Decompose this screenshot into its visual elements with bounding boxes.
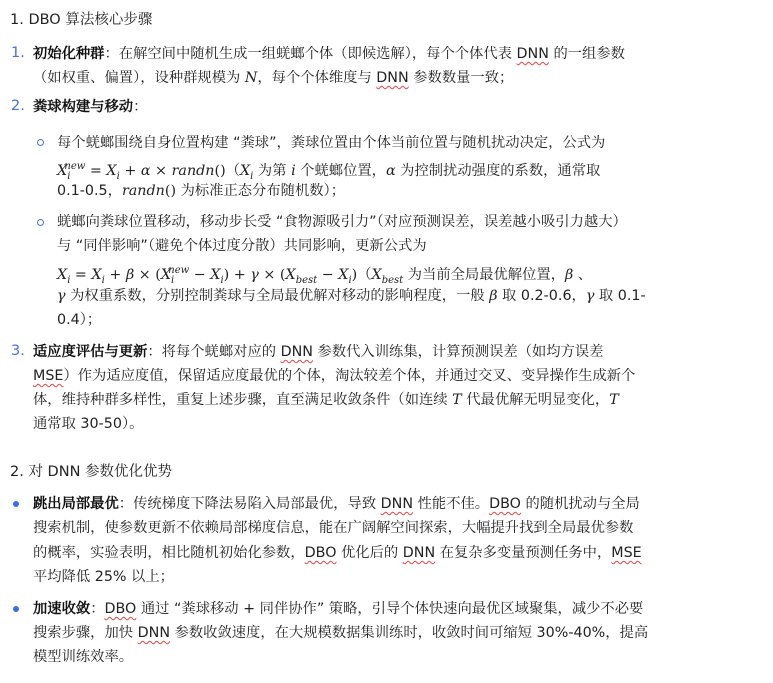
advantage-1-line-4: 平均降低 25% 以上； — [33, 569, 174, 585]
step-3-line-2: MSE）作为适应度值，保留适应度最优的个体，淘汰较差个体，并通过交叉、变异操作生成新个 — [33, 368, 636, 384]
step-3-line-3: 体，维持种群多样性，重复上述步骤，直至满足收敛条件（如连续 T 代最优解无明显变化，T — [33, 392, 619, 408]
step-3-line-4: 通常取 30-50）。 — [33, 416, 144, 432]
step-2-sub-1-line-2: $X_i^{new} = X_i + \alpha$ × $randn()(X_i$ 为第 i 个蜣螂位置，α 为控制扰动强度的系数，通常取 — [57, 161, 601, 182]
step-1-line-2: （如权重、偏置），设种群规模为 N，每个个体维度与 DNN 参数数量一致； — [33, 70, 514, 86]
step-2-sub-2-line-3: $X_i = X_i + \beta \times (X_i^{new} - X_i) + \gamma \times (X_{best} - X_i)(X_{best}$ 为当前全局最优解位置，β 、 — [57, 265, 593, 286]
advantage-1-line-3: 的概率，实验表明，相比随机初始化参数，DBO 优化后的 DNN 在复杂多变量预测任务中，MSE — [33, 545, 642, 561]
step-title: 粪球构建与移动 — [33, 99, 134, 115]
step-2-sub-1-line-1: 每个蜣螂围绕自身位置构建 “粪球”，粪球位置由个体当前位置与随机扰动决定，公式为 — [57, 135, 606, 151]
step-text: ：在解空间中随机生成一组蜣螂个体（即候选解），每个个体代表 DNN 的一组参数 — [104, 46, 625, 62]
step-2-sub-2-line-2: 与 “同伴影响”（避免个体过度分散）共同影响，更新公式为 — [57, 238, 427, 254]
step-title: 适应度评估与更新 — [33, 344, 148, 360]
step-2-sub-2-line-5: 0.4）； — [57, 312, 102, 328]
step-text: ：将每个蜣螂对应的 DNN 参数代入训练集，计算预测误差（如均方误差 — [147, 344, 604, 360]
step-number: 3. — [11, 343, 25, 359]
step-3-line-1 — [33, 340, 603, 364]
advantage-text: ：DBO 通过 “粪球移动 + 同伴协作” 策略，引导个体快速向最优区域聚集，减少不必要 — [90, 601, 644, 617]
bullet-icon — [13, 606, 19, 612]
advantage-2-line-3: 模型训练效率。 — [33, 649, 134, 665]
advantage-text: ：传统梯度下降法易陷入局部最优，导致 DNN 性能不佳。DBO 的随机扰动与全局 — [118, 496, 640, 512]
advantage-2-line-1 — [33, 597, 643, 621]
step-2-sub-2-line-4: γ 为权重系数，分别控制粪球与全局最优解对移动的影响程度，一般 β 取 0.2-0.6，γ 取 0.1- — [57, 288, 646, 304]
step-2-sub-1-line-3: 0.1-0.5，randn() 为标准正态分布随机数）； — [57, 183, 345, 199]
step-number: 2. — [11, 98, 25, 114]
advantage-title: 跳出局部最优 — [33, 496, 119, 512]
step-number: 1. — [11, 45, 25, 61]
sub-bullet-icon — [37, 219, 44, 226]
bullet-icon — [13, 501, 19, 507]
step-2-line-1: 粪球构建与移动： — [33, 99, 148, 115]
advantage-title: 加速收敛 — [33, 601, 91, 617]
advantage-1-line-1 — [33, 492, 640, 516]
section-heading-core-steps: 1. DBO 算法核心步骤 — [10, 12, 153, 28]
sub-bullet-icon — [37, 139, 44, 146]
step-1-line-1 — [33, 42, 625, 66]
advantage-2-line-2: 搜索步骤，加快 DNN 参数收敛速度，在大规模数据集训练时，收敛时间可缩短 30%-40%，提高 — [33, 625, 649, 641]
section-heading-dnn-advantages: 2. 对 DNN 参数优化优势 — [10, 464, 173, 480]
step-title: 初始化种群 — [33, 46, 105, 62]
step-2-sub-2-line-1: 蜣螂向粪球位置移动，移动步长受 “食物源吸引力”（对应预测误差，误差越小吸引力越大） — [57, 214, 627, 230]
advantage-1-line-2: 搜索机制，使参数更新不依赖局部梯度信息，能在广阔解空间探索，大幅提升找到全局最优参数 — [33, 520, 634, 536]
